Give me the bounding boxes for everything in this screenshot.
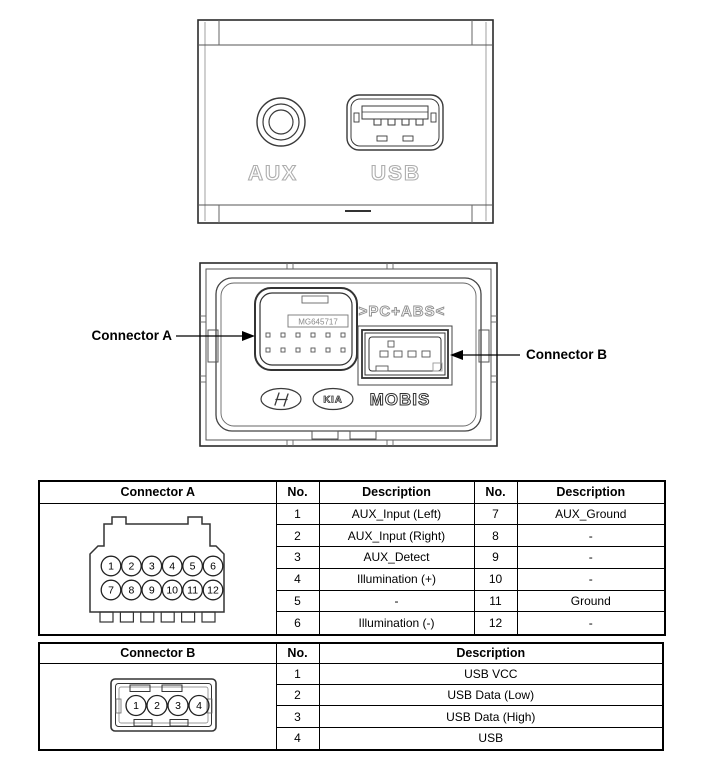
connector-b-pins: [126, 695, 209, 715]
description-cell: Ground: [517, 590, 665, 612]
pin-circle: [147, 695, 167, 715]
pin-no-cell: 4: [276, 568, 319, 590]
svg-text:4: 4: [196, 699, 202, 712]
pin-no-cell: 1: [276, 663, 319, 684]
hyundai-logo-icon: [261, 389, 301, 410]
description-cell: AUX_Ground: [517, 503, 665, 525]
usb-port-icon: [347, 95, 443, 150]
svg-text:2: 2: [128, 560, 135, 573]
pin-circle: [189, 695, 209, 715]
connector-a-table: [38, 480, 666, 636]
pin-circle: [122, 556, 142, 576]
description-cell: AUX_Input (Left): [319, 503, 474, 525]
pin-no-cell: 3: [276, 547, 319, 569]
pin-circle: [142, 556, 162, 576]
table-row: [39, 663, 663, 684]
part-number: MG645717: [298, 317, 338, 327]
svg-text:12: 12: [207, 584, 219, 597]
description-cell: AUX_Detect: [319, 547, 474, 569]
pin-no-cell: 12: [474, 612, 517, 635]
pin-circle: [183, 556, 203, 576]
col-header-no-2: No.: [474, 481, 517, 503]
pin-circle: [203, 556, 223, 576]
pin-circle: [122, 580, 142, 600]
rear-panel-diagram: [50, 256, 650, 452]
svg-text:11: 11: [187, 584, 199, 597]
pin-circle: [183, 580, 203, 600]
description-cell: -: [517, 612, 665, 635]
kia-logo-icon: [313, 389, 353, 410]
mobis-logo: MOBIS: [369, 390, 431, 409]
col-header-desc: Description: [319, 643, 663, 663]
pin-no-cell: 11: [474, 590, 517, 612]
pin-no-cell: 9: [474, 547, 517, 569]
pin-no-cell: 2: [276, 525, 319, 547]
connector-b-title: Connector B: [39, 643, 276, 663]
connector-a-callout: [92, 328, 256, 343]
pin-circle: [168, 695, 188, 715]
svg-text:1: 1: [133, 699, 139, 712]
col-header-no-1: No.: [276, 481, 319, 503]
svg-text:3: 3: [175, 699, 181, 712]
aux-jack-icon: [257, 98, 305, 146]
svg-text:9: 9: [148, 584, 155, 597]
pin-no-cell: 2: [276, 684, 319, 705]
pin-no-cell: 7: [474, 503, 517, 525]
pin-circle: [101, 580, 121, 600]
pin-no-cell: 4: [276, 727, 319, 749]
description-cell: -: [517, 568, 665, 590]
pin-no-cell: 5: [276, 590, 319, 612]
description-cell: -: [517, 547, 665, 569]
col-header-desc-1: Description: [319, 481, 474, 503]
description-cell: USB Data (Low): [319, 684, 663, 705]
connector-a-bottom-tabs: [100, 612, 215, 622]
case-marking: >PC+ABS<: [358, 303, 446, 320]
pin-circle: [101, 556, 121, 576]
pin-circle: [142, 580, 162, 600]
svg-text:8: 8: [128, 584, 135, 597]
connector-b-callout-label: Connector B: [526, 347, 607, 362]
aux-label: AUX: [247, 162, 299, 185]
pin-circle: [126, 695, 146, 715]
connector-b-pin-diagram: [39, 663, 276, 750]
pin-no-cell: 8: [474, 525, 517, 547]
connector-b-table: [38, 642, 664, 751]
pin-circle: [162, 556, 182, 576]
connector-b-callout: [450, 347, 607, 362]
svg-text:5: 5: [189, 560, 196, 573]
usb-label: USB: [370, 162, 422, 185]
svg-text:10: 10: [166, 584, 179, 597]
front-panel-outline: [198, 20, 493, 223]
svg-text:4: 4: [169, 560, 176, 573]
connector-a-pins: [101, 556, 223, 600]
svg-text:3: 3: [148, 560, 155, 573]
description-cell: USB VCC: [319, 663, 663, 684]
description-cell: Illumination (-): [319, 612, 474, 635]
pin-no-cell: 10: [474, 568, 517, 590]
table-row: [39, 503, 665, 525]
connector-a-title: Connector A: [39, 481, 276, 503]
pin-circle: [203, 580, 223, 600]
svg-text:1: 1: [108, 560, 114, 573]
col-header-desc-2: Description: [517, 481, 665, 503]
description-cell: -: [517, 525, 665, 547]
pin-no-cell: 3: [276, 706, 319, 727]
pin-circle: [162, 580, 182, 600]
svg-text:6: 6: [210, 560, 216, 573]
col-header-no: No.: [276, 643, 319, 663]
connector-a-pin-diagram: [39, 503, 276, 635]
description-cell: Illumination (+): [319, 568, 474, 590]
pin-no-cell: 1: [276, 503, 319, 525]
rear-connector-a: [255, 288, 357, 370]
svg-text:2: 2: [154, 699, 160, 712]
description-cell: USB: [319, 727, 663, 749]
pin-no-cell: 6: [276, 612, 319, 635]
description-cell: AUX_Input (Right): [319, 525, 474, 547]
description-cell: USB Data (High): [319, 706, 663, 727]
svg-text:KIA: KIA: [323, 394, 343, 406]
svg-text:7: 7: [108, 584, 114, 597]
connector-a-arrowhead: [242, 331, 255, 341]
front-panel-diagram: [197, 14, 495, 226]
description-cell: -: [319, 590, 474, 612]
rear-connector-b: [358, 326, 452, 385]
connector-a-callout-label: Connector A: [91, 328, 172, 343]
